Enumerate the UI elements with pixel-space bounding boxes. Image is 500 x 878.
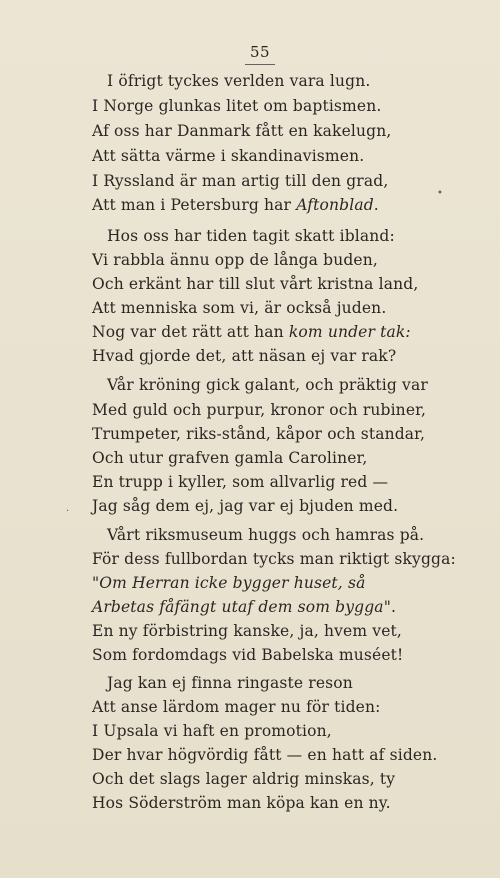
poem-line: Jag såg dem ej, jag var ej bjuden med. [92, 497, 399, 515]
poem-line: Trumpeter, riks-stånd, kåpor och standar, [92, 425, 426, 443]
poem-line: Nog var det rätt att han kom under tak: [92, 323, 411, 341]
poem-line: Hvad gjorde det, att näsan ej var rak? [92, 347, 397, 365]
poem-line: I öfrigt tyckes verlden vara lugn. [107, 72, 371, 90]
poem-line: Vårt riksmuseum huggs och hamras på. [107, 526, 425, 544]
poem-line: I Norge glunkas litet om baptismen. [92, 97, 382, 115]
poem-line: "Om Herran icke bygger huset, så [92, 574, 366, 592]
poem-line: Vi rabbla ännu opp de långa buden, [92, 251, 378, 269]
poem-line: Arbetas fåfängt utaf dem som bygga". [92, 598, 397, 616]
poem-line: Med guld och purpur, kronor och rubiner, [92, 401, 427, 419]
poem-line: Hos oss har tiden tagit skatt ibland: [107, 227, 395, 245]
margin-speck: · [66, 506, 70, 517]
poem-line: Att sätta värme i skandinavismen. [92, 147, 365, 165]
poem-line: Som fordomdags vid Babelska muséet! [92, 646, 404, 664]
poem-line: Och det slags lager aldrig minskas, ty [92, 770, 396, 788]
page-number: 55 [249, 43, 271, 61]
poem-line: En ny förbistring kanske, ja, hvem vet, [92, 622, 402, 640]
poem-line: Och utur grafven gamla Caroliner, [92, 449, 368, 467]
poem-line: Der hvar högvördig fått — en hatt af siden. [92, 746, 438, 764]
poem-line: För dess fullbordan tycks man riktigt skygga: [92, 550, 456, 568]
poem-line: Vår kröning gick galant, och präktig var [107, 376, 428, 394]
poem-line: Af oss har Danmark fått en kakelugn, [92, 122, 392, 140]
poem-line: I Upsala vi haft en promotion, [92, 722, 332, 740]
poem-line: Att menniska som vi, är också juden. [92, 299, 387, 317]
margin-speck: • [437, 188, 443, 199]
poem-line: Att man i Petersburg har Aftonblad. [92, 196, 379, 214]
poem-line: Och erkänt har till slut vårt kristna land, [92, 275, 419, 293]
poem-line: I Ryssland är man artig till den grad, [92, 172, 389, 190]
poem-line: Att anse lärdom mager nu för tiden: [92, 698, 381, 716]
poem-line: Hos Söderström man köpa kan en ny. [92, 794, 391, 812]
poem-line: En trupp i kyller, som allvarlig red — [92, 473, 389, 491]
poem-line: Jag kan ej finna ringaste reson [107, 674, 353, 692]
